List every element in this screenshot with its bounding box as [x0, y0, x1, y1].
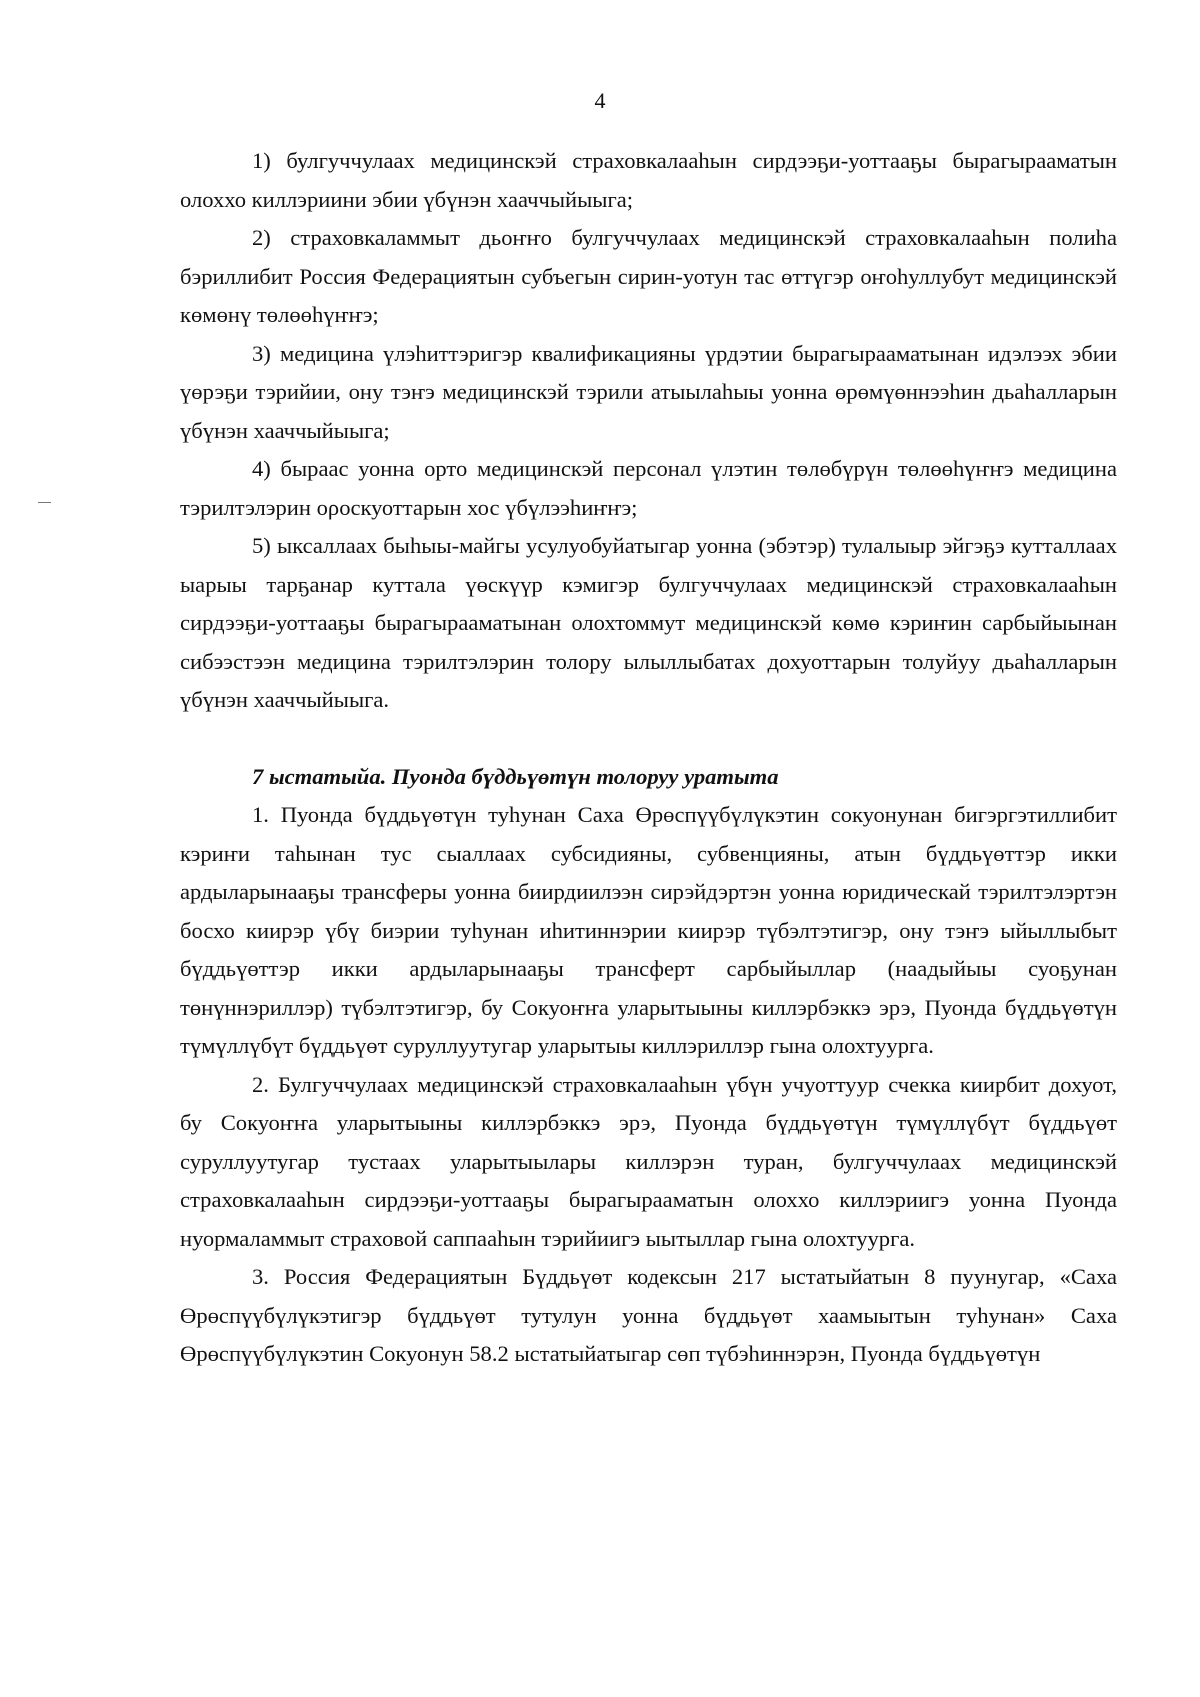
- page-number: 4: [594, 88, 606, 113]
- section-paragraph-2: 2. Булгуччулаах медицинскэй страховкалааһын үбүн учуоттуур счекка киирбит дохуот, бу Сокуоҥҥа уларытыыны киллэрбэккэ эрэ, Пуонда бүддьүөтүн түмүллүбүт бүддьүөт суруллуутугар тустаах уларытыылары киллэрэн туран, булгуччулаах медицинскэй страховкалааһын сирдээҕи-уоттааҕы бырагырааматын олоххо киллэриигэ уонна Пуонда нуормаламмыт страховой саппааһын тэрийиигэ ыытыллар гына олохтуурга.: [180, 1071, 1117, 1251]
- section-paragraph-3: 3. Россия Федерациятын Бүддьүөт кодексын 217 ыстатыйатын 8 пуунугар, «Саха Өрөспүүбүлүкэтигэр бүддьүөт тутулун уонна бүддьүөт хаамыытын туһунан» Саха Өрөспүүбүлүкэтин Сокуонун 58.2 ыстатыйатыгар сөп түбэһиннэрэн, Пуонда бүддьүөтүн: [180, 1264, 1117, 1366]
- section-paragraph-1: 1. Пуонда бүддьүөтүн туһунан Саха Өрөспүүбүлүкэтин сокуонунан бигэргэтиллибит кэриҥи таһынан тус сыаллаах субсидияны, субвенцияны, атын бүддьүөттэр икки ардыларынааҕы трансферы уонна биирдиилээн сирэйдэртэн уонна юридическай тэрилтэлэртэн босхо киирэр үбү биэрии туһунан иһитиннэрии киирэр түбэлтэтигэр, ону тэҥэ ыйыллыбыт бүддьүөттэр икки ардыларынааҕы трансферт сарбыйыллар (наадыйыы суоҕунан төнүннэриллэр) түбэлтэтигэр, бу Сокуоҥҥа уларытыыны киллэрбэккэ эрэ, Пуонда бүддьүөтүн түмүллүбүт бүддьүөт суруллуутугар уларытыы киллэриллэр гына олохтуурга.: [180, 802, 1117, 1058]
- list-item-4: 4) быраас уонна орто медицинскэй персонал үлэтин төлөбүрүн төлөөһүҥҥэ медицина тэрилтэлэрин оροскуоттарын хос үбүлээһиҥҥэ;: [180, 456, 1117, 520]
- list-item-3: 3) медицина үлэһиттэригэр квалификацияны үрдэтии бырагырааматынан идэлээх эбии үөрэҕи тэрийии, ону тэҥэ медицинскэй тэрили атыылаһыы уонна өрөмүөннээһин дьаһалларын үбүнэн хааччыйыыга;: [180, 340, 1117, 443]
- scan-artifact-mark: [38, 502, 51, 503]
- list-item-1: 1) булгуччулаах медицинскэй страховкалааһын сирдээҕи-уоттааҕы бырагырааматын олоххо киллэриини эбии үбүнэн хааччыйыыга;: [180, 148, 1117, 212]
- list-item-5: 5) ыксаллаах быһыы-майгы усулуобуйатыгар уонна (эбэтэр) тулалыыр эйгэҕэ кутталлаах ыарыы тарҕанар куттала үөскүүр кэмигэр булгуччулаах медицинскэй страховкалааһын сирдээҕи-уоттааҕы бырагырааматынан олохтоммут медицинскэй көмө кэриҥин сарбыйыынан сибээстээн медицина тэрилтэлэрин толору ылыллыбатах дохуоттарын толуйуу дьаһалларын үбүнэн хааччыйыыга.: [180, 533, 1117, 712]
- list-item-2: 2) страховкаламмыт дьоҥҥо булгуччулаах медицинскэй страховкалааһын полиһа бэриллибит Россия Федерациятын субъегын сирин-уотун тас өттүгэр оҥоһуллубут медицинскэй көмөнү төлөөһүҥҥэ;: [180, 225, 1117, 327]
- section-title: 7 ыстатыйа. Пуонда бүддьүөтүн толоруу уратыта: [252, 763, 779, 789]
- document-body: [180, 142, 1117, 1374]
